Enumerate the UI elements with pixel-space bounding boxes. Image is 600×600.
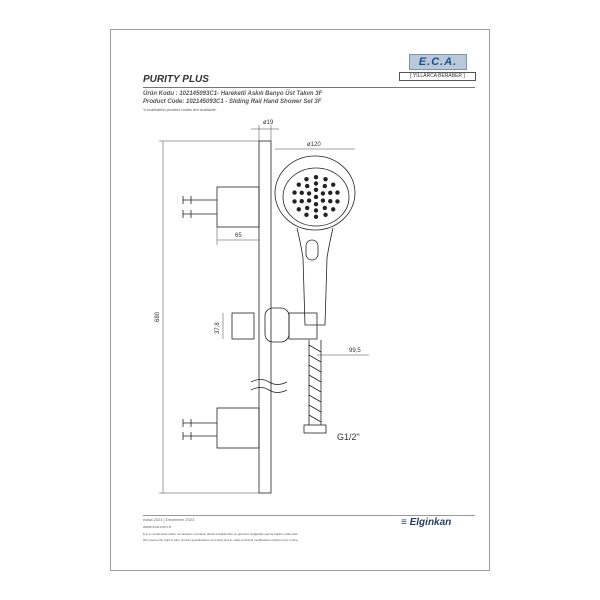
nozzle-dot <box>314 202 318 206</box>
nozzle-dot <box>314 208 318 212</box>
nozzle-dot <box>300 191 304 195</box>
eca-logo-mark: E.C.A. <box>409 54 467 70</box>
dim-rail-diameter: ø19 <box>263 120 274 126</box>
footer-date: ecaia 2024 | December 2023 <box>143 517 195 522</box>
technical-drawing <box>111 30 491 572</box>
nozzle-dot <box>328 199 332 203</box>
nozzle-dot <box>314 195 318 199</box>
product-title: PURITY PLUS <box>143 74 209 85</box>
localisation-note: *Localisation product codes are available. <box>143 107 217 112</box>
lower-wall-bracket <box>217 408 259 448</box>
nozzle-dot <box>292 190 296 194</box>
nozzle-dot <box>331 182 335 186</box>
footer-legal-en: We reserve the right to alter product specifications and sizes and to make technical modifications without prior notice. <box>143 538 299 542</box>
upper-wall-screws <box>183 196 217 218</box>
upper-wall-bracket <box>217 187 259 227</box>
eca-logo-slogan: [ YILLARCA BERABER ] <box>399 72 476 81</box>
product-code-tr: Ürün Kodu : 102145093C1- Hareketli Askılı Banyo Üst Takım 3F <box>143 91 323 97</box>
nozzle-dot <box>321 198 325 202</box>
nozzle-dot <box>305 184 309 188</box>
nozzle-dot <box>323 213 327 217</box>
nozzle-dot <box>314 188 318 192</box>
nozzle-dot <box>335 190 339 194</box>
spray-mode-button <box>306 240 318 260</box>
nozzle-dot <box>314 175 318 179</box>
footer-divider <box>143 515 475 516</box>
dim-thread: G1/2" <box>337 432 360 442</box>
nozzle-dot <box>321 191 325 195</box>
nozzle-dot <box>300 199 304 203</box>
shower-head <box>275 156 355 325</box>
dim-reach: 99,5 <box>349 348 361 354</box>
product-code-en: Product Code: 102145093C1 - Sliding Rail Hand Shower Set 3F <box>143 99 322 105</box>
nozzle-dot <box>307 198 311 202</box>
nozzle-dot <box>323 206 327 210</box>
dim-offset: 65 <box>235 233 242 239</box>
nozzle-dot <box>304 213 308 217</box>
nozzle-dot <box>314 215 318 219</box>
nozzle-dot <box>292 199 296 203</box>
shower-hose <box>304 340 326 433</box>
shower-holder <box>232 308 317 342</box>
dim-height: 680 <box>155 311 161 322</box>
nozzle-dot <box>335 199 339 203</box>
break-line-lower <box>251 388 287 393</box>
nozzle-dot <box>307 191 311 195</box>
nozzle-dot <box>304 177 308 181</box>
nozzle-dot <box>323 184 327 188</box>
nozzle-dot <box>328 191 332 195</box>
nozzle-dot <box>331 207 335 211</box>
lower-wall-screws <box>183 419 217 440</box>
nozzle-dot <box>305 206 309 210</box>
drawing-sheet <box>110 29 490 571</box>
break-line-upper <box>251 380 287 385</box>
dim-holder: 37,8 <box>215 322 221 334</box>
dim-head-diameter: ø120 <box>307 142 321 148</box>
nozzle-dot <box>297 207 301 211</box>
footer-website: www.eca.com.tr <box>143 524 172 529</box>
nozzle-dot <box>314 181 318 185</box>
nozzle-dot <box>323 177 327 181</box>
nozzle-dot <box>297 182 301 186</box>
footer-legal-tr: E.C.A. ürünlerinde haber vermeksizin, ürünlerin teknik özelliklerinde ve görünüm değişikliği yapma hakkını saklı tutar. <box>143 532 299 536</box>
elginkan-logo: ≡ Elginkan <box>401 517 452 528</box>
